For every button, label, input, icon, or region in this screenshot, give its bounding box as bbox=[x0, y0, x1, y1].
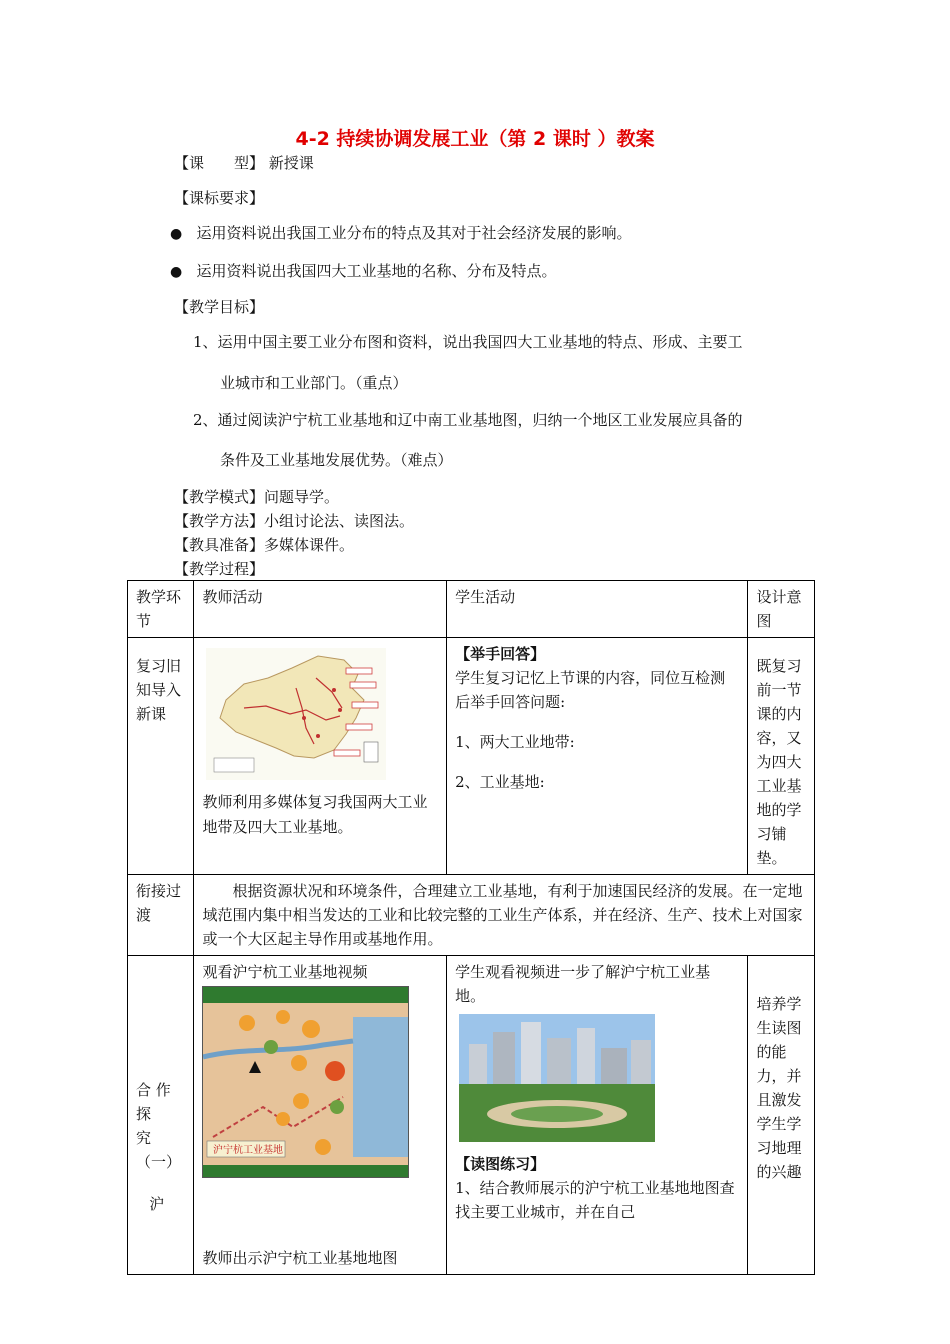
bullet-icon: ● bbox=[170, 264, 183, 280]
page-title: 4-2 持续协调发展工业（第 2 课时 ）教案 bbox=[295, 128, 655, 150]
stage-cell bbox=[128, 956, 194, 1275]
student-video-text: 学生观看视频进一步了解沪宁杭工业基地。 bbox=[455, 963, 711, 1005]
bullet-icon: ● bbox=[170, 226, 183, 242]
student-cell bbox=[447, 638, 748, 875]
table-row bbox=[128, 956, 815, 1275]
requirement-item: ● 运用资料说出我国四大工业基地的名称、分布及特点。 bbox=[170, 262, 557, 280]
video-caption-text: 观看沪宁杭工业基地视频 bbox=[202, 963, 368, 981]
table-row bbox=[128, 875, 815, 956]
intent-cell: 培养学生读图的能力，并且激发学生学习地理的兴趣 bbox=[748, 956, 815, 1275]
stage-cell: 衔接过渡 bbox=[128, 875, 194, 956]
teacher-cell bbox=[194, 638, 447, 875]
goal-2-line-1: 2、通过阅读沪宁杭工业基地和辽中南工业基地图，归纳一个地区工业发展应具备的 bbox=[193, 411, 743, 429]
map-practice-text: 1、结合教师展示的沪宁杭工业基地地图查找主要工业城市，并在自己 bbox=[455, 1179, 735, 1221]
stage-line: 沪 bbox=[149, 1195, 165, 1213]
student-activity-text: 学生复习记忆上节课的内容，同位互检测后举手回答问题: bbox=[455, 669, 726, 711]
intent-cell: 既复习前一节课的内容，又为四大工业基地的学习铺垫。 bbox=[748, 638, 815, 875]
raise-hand-heading: 【举手回答】 bbox=[455, 645, 546, 663]
student-cell bbox=[447, 956, 748, 1275]
teacher-activity-text: 教师利用多媒体复习我国两大工业地带及四大工业基地。 bbox=[202, 793, 428, 836]
teacher-map-text: 教师出示沪宁杭工业基地地图 bbox=[202, 1249, 398, 1267]
map-practice-heading: 【读图练习】 bbox=[455, 1155, 546, 1173]
process-heading: 【教学过程】 bbox=[174, 560, 265, 578]
header-stage: 教学环节 bbox=[128, 581, 194, 638]
teaching-tools: 【教具准备】多媒体课件。 bbox=[174, 536, 355, 554]
teaching-mode: 【教学模式】问题导学。 bbox=[174, 488, 340, 506]
header-student: 学生活动 bbox=[447, 581, 748, 638]
video-map-label: 沪宁杭工业基地 bbox=[213, 1145, 284, 1156]
standards-heading: 【课标要求】 bbox=[174, 189, 265, 207]
course-type-line: 【课 型】 新授课 bbox=[174, 154, 314, 172]
teacher-cell bbox=[194, 956, 447, 1275]
header-teacher: 教师活动 bbox=[194, 581, 447, 638]
student-question-1: 1、两大工业地带: bbox=[455, 733, 575, 751]
stage-line: （一） bbox=[136, 1153, 182, 1171]
goal-2-line-2: 条件及工业基地发展优势。（难点） bbox=[220, 451, 453, 469]
table-header-row bbox=[128, 581, 815, 638]
goal-1-line-2: 业城市和工业部门。（重点） bbox=[220, 374, 408, 392]
teaching-process-table bbox=[127, 580, 815, 1275]
stage-line: 合 作 探 bbox=[136, 1081, 171, 1123]
transition-text: 根据资源状况和环境条件，合理建立工业基地，有利于加速国民经济的发展。在一定地域范围内集中相当发达的工业和比较完整的工业生产体系，并在经济、生产、技术上对国家或一个大区起主导作用或基地作用。 bbox=[194, 875, 815, 956]
hu-ning-hang-video-map bbox=[202, 986, 409, 1178]
china-industry-map-image bbox=[206, 648, 386, 780]
goals-heading: 【教学目标】 bbox=[174, 298, 265, 316]
stage-cell: 复习旧知导入新课 bbox=[128, 638, 194, 875]
stage-line: 究 bbox=[136, 1129, 152, 1147]
table-row bbox=[128, 638, 815, 875]
city-skyline-photo bbox=[459, 1014, 655, 1142]
student-question-2: 2、工业基地: bbox=[455, 773, 545, 791]
goal-1-line-1: 1、运用中国主要工业分布图和资料，说出我国四大工业基地的特点、形成、主要工 bbox=[193, 333, 743, 351]
teaching-method: 【教学方法】小组讨论法、读图法。 bbox=[174, 512, 415, 530]
header-intent: 设计意图 bbox=[748, 581, 815, 638]
requirement-item: ● 运用资料说出我国工业分布的特点及其对于社会经济发展的影响。 bbox=[170, 224, 632, 242]
